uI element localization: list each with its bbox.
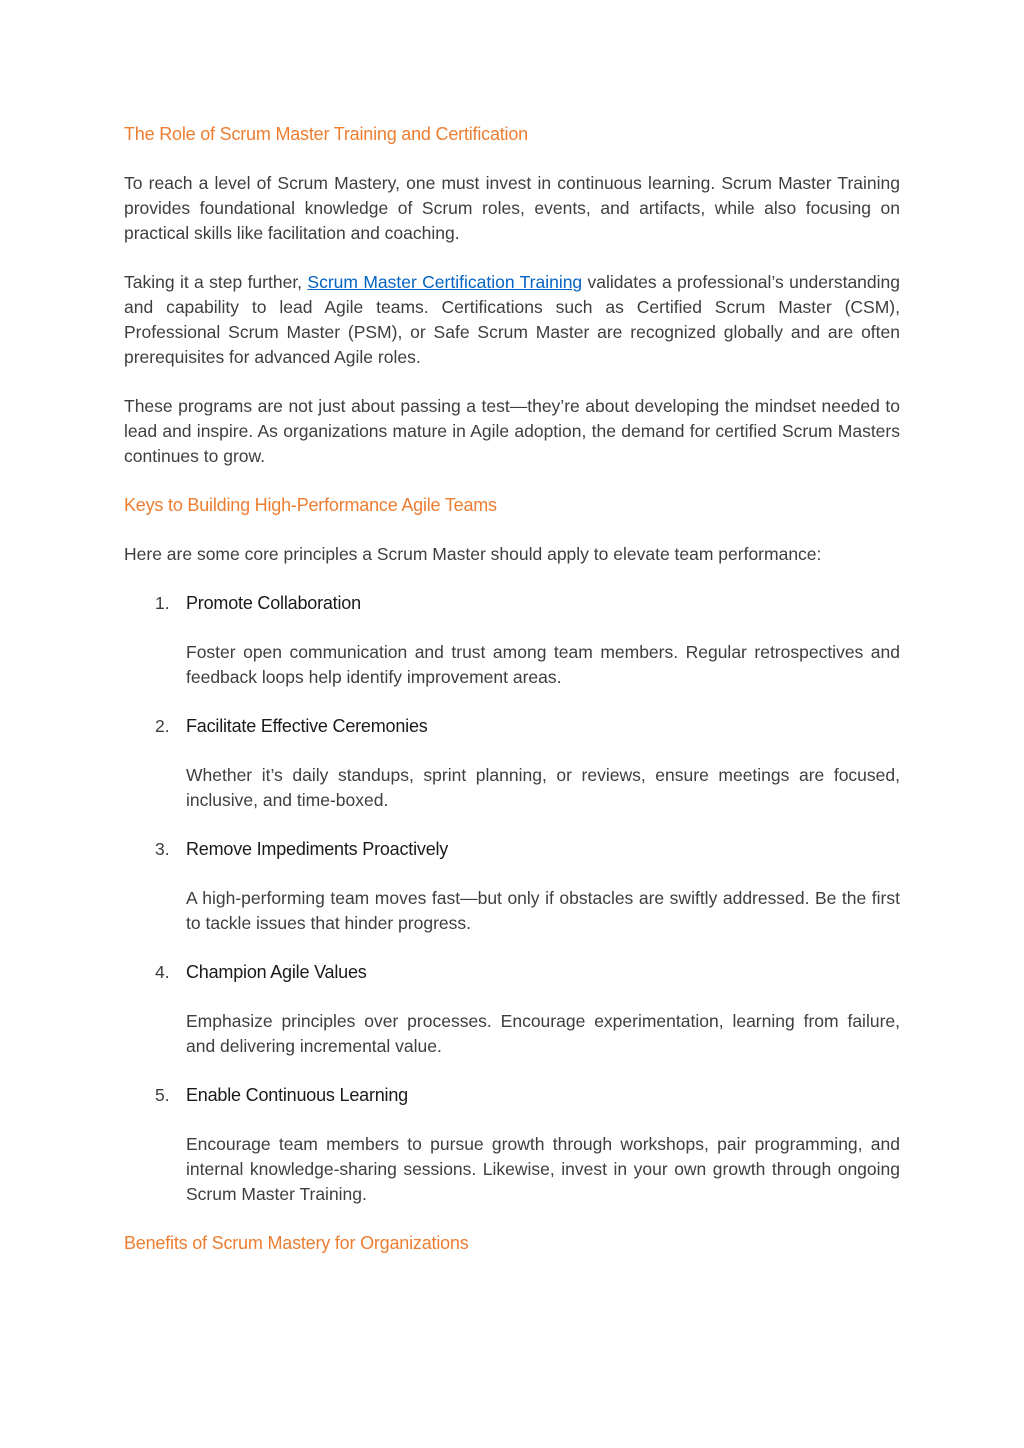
list-item	[124, 960, 900, 1083]
paragraph-certification-prefix: Taking it a step further,	[124, 272, 308, 292]
list-item-number: 1.	[155, 593, 170, 613]
paragraph-continuous-learning: To reach a level of Scrum Mastery, one must invest in continuous learning. Scrum Master Training provides foundational knowledge of Scrum roles, events, and artifacts, while also focusing on practical skills like facilitation and coaching.	[124, 173, 900, 243]
list-item-description: A high-performing team moves fast—but only if obstacles are swiftly addressed. Be the first to tackle issues that hinder progress.	[186, 888, 900, 933]
list-item	[124, 1083, 900, 1231]
list-item-number: 5.	[155, 1085, 170, 1105]
list-item	[124, 837, 900, 960]
list-item-title: Champion Agile Values	[186, 962, 367, 982]
list-item-description: Encourage team members to pursue growth through workshops, pair programming, and internal knowledge-sharing sessions. Likewise, invest in your own growth through ongoing Scrum Master Training.	[186, 1134, 900, 1204]
principles-list	[124, 591, 900, 1231]
list-item-title: Remove Impediments Proactively	[186, 839, 449, 859]
paragraph-certification	[124, 270, 900, 370]
list-item-description: Whether it’s daily standups, sprint planning, or reviews, ensure meetings are focused, inclusive, and time-boxed.	[186, 765, 900, 810]
document-page	[124, 122, 900, 1256]
list-item-description: Emphasize principles over processes. Encourage experimentation, learning from failure, and delivering incremental value.	[186, 1011, 900, 1056]
list-item-number: 4.	[155, 962, 170, 982]
section-heading-benefits: Benefits of Scrum Mastery for Organizations	[124, 1233, 469, 1253]
list-item-number: 3.	[155, 839, 170, 859]
list-item	[124, 714, 900, 837]
section-heading-high-performance-teams: Keys to Building High-Performance Agile Teams	[124, 495, 497, 515]
list-item-description: Foster open communication and trust among team members. Regular retrospectives and feedback loops help identify improvement areas.	[186, 642, 900, 687]
list-item	[124, 591, 900, 714]
certification-training-link[interactable]: Scrum Master Certification Training	[307, 272, 583, 292]
paragraph-core-principles-intro: Here are some core principles a Scrum Master should apply to elevate team performance:	[124, 544, 822, 564]
list-item-title: Facilitate Effective Ceremonies	[186, 716, 428, 736]
paragraph-mindset: These programs are not just about passing a test—they’re about developing the mindset needed to lead and inspire. As organizations mature in Agile adoption, the demand for certified Scrum Masters continues to grow.	[124, 396, 900, 466]
section-heading-training-certification: The Role of Scrum Master Training and Certification	[124, 124, 528, 144]
list-item-title: Promote Collaboration	[186, 593, 361, 613]
list-item-title: Enable Continuous Learning	[186, 1085, 408, 1105]
paragraph-certification-suffix: validates a professional’s understanding and capability to lead Agile teams. Certifications such as Certified Scrum Master (CSM), Professional Scrum Master (PSM), or Safe Scrum Master are recognized globally and are often prerequisites for advanced Agile roles.	[124, 272, 900, 367]
list-item-number: 2.	[155, 716, 170, 736]
